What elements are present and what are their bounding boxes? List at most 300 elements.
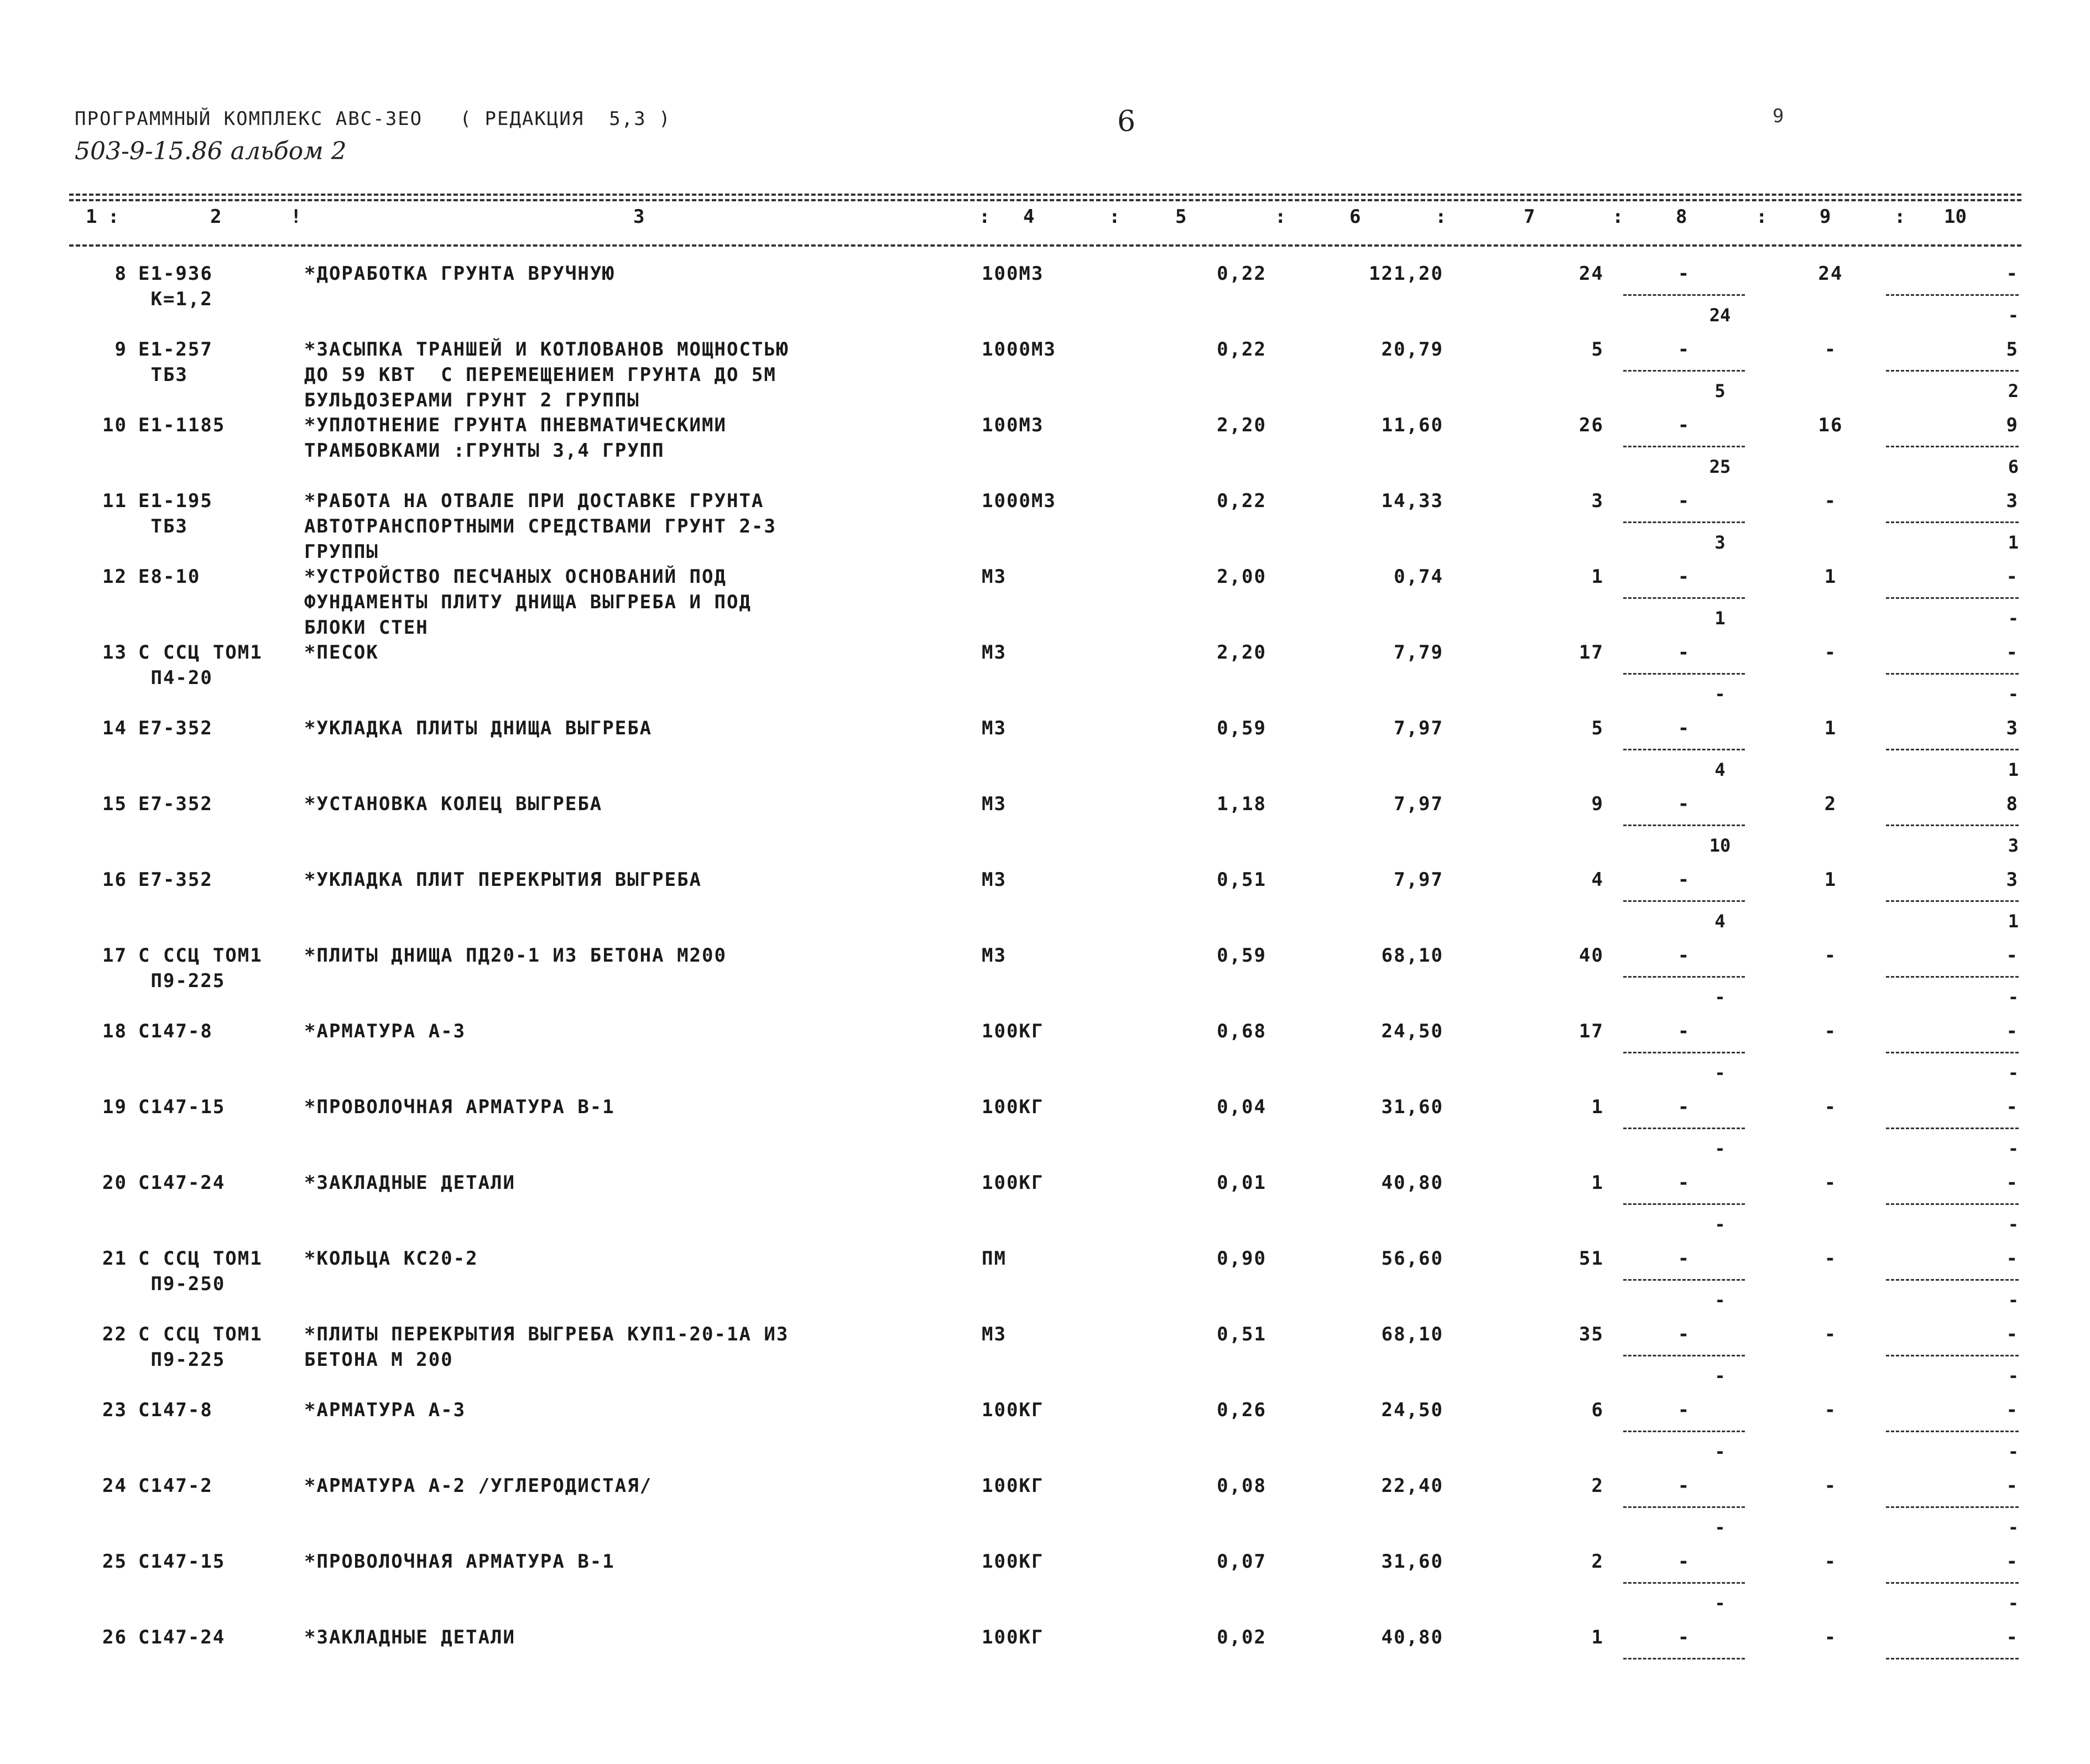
row-total: 1	[1591, 566, 1604, 588]
row-number: 19	[102, 1096, 127, 1118]
row-col9: 2	[1824, 793, 1837, 815]
row-unit: М3	[982, 641, 1007, 664]
col8-rule	[1623, 673, 1745, 675]
row-col8-sub: -	[1714, 1290, 1726, 1311]
row-code: С147-15	[138, 1096, 226, 1118]
row-unit-price: 56,60	[1381, 1248, 1443, 1270]
row-col8: -	[1677, 1172, 1691, 1194]
row-col10: -	[2006, 1020, 2019, 1042]
row-total: 26	[1579, 414, 1604, 436]
col8-rule	[1623, 446, 1745, 447]
row-total: 6	[1591, 1399, 1604, 1421]
row-col8: -	[1677, 944, 1691, 967]
row-number: 20	[102, 1172, 127, 1194]
col-header-6: 6	[1349, 206, 1361, 228]
row-quantity: 0,51	[1217, 1323, 1266, 1345]
row-quantity: 0,22	[1217, 338, 1266, 361]
row-unit-price: 14,33	[1381, 490, 1443, 512]
row-col10-sub: -	[2008, 1214, 2019, 1235]
table-row	[0, 1397, 2090, 1469]
row-col8-sub: -	[1714, 1593, 1726, 1614]
row-quantity: 0,07	[1217, 1551, 1266, 1573]
row-col8-sub: -	[1714, 683, 1726, 704]
row-quantity: 0,59	[1217, 944, 1266, 967]
col10-rule	[1886, 446, 2019, 447]
row-total: 51	[1579, 1248, 1604, 1270]
col-header-sep: :	[1109, 206, 1120, 228]
row-col9: -	[1824, 1172, 1837, 1194]
row-unit-price: 7,79	[1394, 641, 1443, 664]
row-description: *УСТРОЙСТВО ПЕСЧАНЫХ ОСНОВАНИЙ ПОД ФУНДАМЕНТЫ ПЛИТУ ДНИЩА ВЫГРЕБА И ПОД БЛОКИ СТЕН	[304, 566, 752, 639]
row-unit: 100КГ	[982, 1626, 1044, 1648]
row-col10: 3	[2006, 490, 2019, 512]
row-number: 12	[102, 566, 127, 588]
row-unit: 1000М3	[982, 490, 1056, 512]
row-col9: 16	[1818, 414, 1843, 436]
col8-rule	[1623, 1582, 1745, 1584]
row-col10: -	[2006, 1248, 2019, 1270]
table-row	[0, 413, 2090, 484]
row-unit-price: 40,80	[1381, 1626, 1443, 1648]
row-code: С147-24	[138, 1626, 226, 1648]
row-description: *ЗАКЛАДНЫЕ ДЕТАЛИ	[304, 1172, 515, 1194]
row-number: 18	[102, 1020, 127, 1042]
row-col10-sub: 3	[2008, 835, 2019, 856]
col10-rule	[1886, 1582, 2019, 1584]
table-row	[0, 791, 2090, 863]
row-col10-sub: -	[2008, 1290, 2019, 1311]
row-col8-sub: -	[1714, 1062, 1726, 1083]
row-quantity: 0,01	[1217, 1172, 1266, 1194]
col-header-5: 5	[1175, 206, 1187, 228]
col8-rule	[1623, 1431, 1745, 1432]
row-col9: -	[1824, 1248, 1837, 1270]
row-code: Е1-195 ТБЗ	[138, 490, 213, 537]
row-col10-sub: -	[2008, 1365, 2019, 1386]
row-col9: -	[1824, 944, 1837, 967]
col10-rule	[1886, 976, 2019, 978]
row-description: *ЗАСЫПКА ТРАНШЕЙ И КОТЛОВАНОВ МОЩНОСТЬЮ ДО 59 КВТ С ПЕРЕМЕЩЕНИЕМ ГРУНТА ДО 5М БУЛЬДОЗЕРАМИ ГРУНТ 2 ГРУППЫ	[304, 338, 789, 411]
row-unit: 100КГ	[982, 1096, 1044, 1118]
row-col10-sub: 1	[2008, 532, 2019, 553]
row-unit: М3	[982, 1323, 1007, 1345]
row-code: С ССЦ ТОМ1 П4-20	[138, 641, 263, 689]
row-description: *ПЛИТЫ ПЕРЕКРЫТИЯ ВЫГРЕБА КУП1-20-1А ИЗ БЕТОНА М 200	[304, 1323, 789, 1371]
row-unit: 1000М3	[982, 338, 1056, 361]
col-header-sep: :	[1275, 206, 1286, 228]
row-unit-price: 121,20	[1369, 263, 1443, 285]
row-description: *УСТАНОВКА КОЛЕЦ ВЫГРЕБА	[304, 793, 603, 815]
row-unit-price: 68,10	[1381, 944, 1443, 967]
row-number: 23	[102, 1399, 127, 1421]
row-col8-sub: 10	[1709, 835, 1731, 856]
row-col9: -	[1824, 1551, 1837, 1573]
row-col8: -	[1677, 263, 1691, 285]
row-unit-price: 31,60	[1381, 1096, 1443, 1118]
row-col8-sub: 3	[1714, 532, 1726, 553]
row-col10-sub: -	[2008, 1441, 2019, 1462]
col-header-10: 10	[1944, 206, 1967, 228]
col10-rule	[1886, 1203, 2019, 1205]
col8-rule	[1623, 1052, 1745, 1053]
row-total: 5	[1591, 338, 1604, 361]
row-quantity: 2,20	[1217, 414, 1266, 436]
col-header-sep: :	[108, 206, 119, 228]
row-col8: -	[1677, 869, 1691, 891]
row-quantity: 0,22	[1217, 490, 1266, 512]
table-row	[0, 640, 2090, 712]
row-col8-sub: -	[1714, 987, 1726, 1008]
row-col8-sub: -	[1714, 1214, 1726, 1235]
row-col9: -	[1824, 641, 1837, 664]
row-col10-sub: -	[2008, 1138, 2019, 1159]
row-quantity: 0,22	[1217, 263, 1266, 285]
row-col10: -	[2006, 1551, 2019, 1573]
row-unit-price: 24,50	[1381, 1020, 1443, 1042]
row-col8: -	[1677, 338, 1691, 361]
row-quantity: 2,20	[1217, 641, 1266, 664]
row-quantity: 0,04	[1217, 1096, 1266, 1118]
row-col8: -	[1677, 1399, 1691, 1421]
table-row	[0, 1625, 2090, 1697]
col10-rule	[1886, 1658, 2019, 1659]
row-col10: -	[2006, 1399, 2019, 1421]
col8-rule	[1623, 976, 1745, 978]
col8-rule	[1623, 824, 1745, 826]
row-code: Е1-936 К=1,2	[138, 263, 213, 310]
col10-rule	[1886, 1052, 2019, 1053]
row-code: С ССЦ ТОМ1 П9-225	[138, 944, 263, 992]
row-description: *ЗАКЛАДНЫЕ ДЕТАЛИ	[304, 1626, 515, 1648]
row-col8-sub: 4	[1714, 759, 1726, 780]
row-col10-sub: -	[2008, 1517, 2019, 1538]
row-number: 9	[114, 338, 127, 361]
row-col10: 3	[2006, 717, 2019, 739]
col8-rule	[1623, 1658, 1745, 1659]
col8-rule	[1623, 900, 1745, 902]
row-number: 17	[102, 944, 127, 967]
col-header-4: 4	[1023, 206, 1035, 228]
row-col10: -	[2006, 1096, 2019, 1118]
row-description: *УКЛАДКА ПЛИТ ПЕРЕКРЫТИЯ ВЫГРЕБА	[304, 869, 702, 891]
row-description: *РАБОТА НА ОТВАЛЕ ПРИ ДОСТАВКЕ ГРУНТА АВТОТРАНСПОРТНЫМИ СРЕДСТВАМИ ГРУНТ 2-3 ГРУППЫ	[304, 490, 776, 563]
row-col10: -	[2006, 1172, 2019, 1194]
row-col10: -	[2006, 1626, 2019, 1648]
table-row	[0, 1094, 2090, 1166]
row-col8-sub: 5	[1714, 380, 1726, 401]
table-header-rule	[69, 244, 2021, 247]
row-col8: -	[1677, 717, 1691, 739]
row-number: 14	[102, 717, 127, 739]
table-row	[0, 1170, 2090, 1242]
col10-rule	[1886, 1128, 2019, 1129]
row-description: *ПЛИТЫ ДНИЩА ПД20-1 ИЗ БЕТОНА М200	[304, 944, 727, 967]
row-total: 1	[1591, 1626, 1604, 1648]
row-unit: 100М3	[982, 263, 1044, 285]
row-unit-price: 31,60	[1381, 1551, 1443, 1573]
row-unit: 100М3	[982, 414, 1044, 436]
table-row	[0, 716, 2090, 787]
album-note: 503-9-15.86 альбом 2	[75, 137, 347, 165]
row-col8-sub: 1	[1714, 608, 1726, 629]
col8-rule	[1623, 1128, 1745, 1129]
row-unit-price: 7,97	[1394, 793, 1443, 815]
row-unit-price: 20,79	[1381, 338, 1443, 361]
row-col8: -	[1677, 1323, 1691, 1345]
row-col9: -	[1824, 1399, 1837, 1421]
table-row	[0, 1473, 2090, 1545]
col10-rule	[1886, 824, 2019, 826]
row-quantity: 0,02	[1217, 1626, 1266, 1648]
row-unit: М3	[982, 793, 1007, 815]
row-col10-sub: -	[2008, 1593, 2019, 1614]
row-total: 9	[1591, 793, 1604, 815]
row-code: С147-8	[138, 1399, 213, 1421]
page-number: 6	[1117, 105, 1136, 138]
row-quantity: 2,00	[1217, 566, 1266, 588]
row-unit: 100КГ	[982, 1475, 1044, 1497]
row-total: 2	[1591, 1475, 1604, 1497]
row-unit-price: 7,97	[1394, 717, 1443, 739]
row-col8-sub: 4	[1714, 911, 1726, 932]
row-col8-sub: -	[1714, 1138, 1726, 1159]
col10-rule	[1886, 294, 2019, 296]
program-title: ПРОГРАММНЫЙ КОМПЛЕКС АВС-ЗЕО ( РЕДАКЦИЯ 5,3 )	[75, 108, 671, 130]
row-col10-sub: 1	[2008, 759, 2019, 780]
row-code: С ССЦ ТОМ1 П9-250	[138, 1248, 263, 1295]
table-row	[0, 1549, 2090, 1621]
row-code: С147-15	[138, 1551, 226, 1573]
col-header-sep: :	[1435, 206, 1447, 228]
col-header-sep: !	[290, 206, 302, 228]
row-code: С147-24	[138, 1172, 226, 1194]
row-total: 4	[1591, 869, 1604, 891]
row-col10: 8	[2006, 793, 2019, 815]
row-col9: -	[1824, 490, 1837, 512]
col10-rule	[1886, 1506, 2019, 1508]
col8-rule	[1623, 521, 1745, 523]
row-col9: 1	[1824, 717, 1837, 739]
table-row	[0, 564, 2090, 639]
col-header-8: 8	[1676, 206, 1687, 228]
col-header-1: 1	[86, 206, 97, 228]
row-unit: ПМ	[982, 1248, 1007, 1270]
table-top-rule	[69, 194, 2021, 196]
row-col9: 1	[1824, 566, 1837, 588]
row-col10-sub: -	[2008, 608, 2019, 629]
row-col8-sub: -	[1714, 1441, 1726, 1462]
row-number: 22	[102, 1323, 127, 1345]
row-description: *ПРОВОЛОЧНАЯ АРМАТУРА В-1	[304, 1551, 615, 1573]
row-unit-price: 0,74	[1394, 566, 1443, 588]
row-col9: -	[1824, 1323, 1837, 1345]
row-col10-sub: -	[2008, 1062, 2019, 1083]
row-number: 25	[102, 1551, 127, 1573]
col10-rule	[1886, 673, 2019, 675]
row-col8: -	[1677, 414, 1691, 436]
row-col10-sub: 6	[2008, 456, 2019, 477]
row-code: Е1-257 ТБЗ	[138, 338, 213, 386]
row-code: Е7-352	[138, 717, 213, 739]
row-unit-price: 7,97	[1394, 869, 1443, 891]
row-col10-sub: 2	[2008, 380, 2019, 401]
row-number: 24	[102, 1475, 127, 1497]
row-description: *ДОРАБОТКА ГРУНТА ВРУЧНУЮ	[304, 263, 615, 285]
col10-rule	[1886, 749, 2019, 750]
row-total: 35	[1579, 1323, 1604, 1345]
row-col9: -	[1824, 1020, 1837, 1042]
row-unit: 100КГ	[982, 1399, 1044, 1421]
row-col10-sub: -	[2008, 683, 2019, 704]
col10-rule	[1886, 900, 2019, 902]
row-total: 17	[1579, 1020, 1604, 1042]
row-col9: 24	[1818, 263, 1843, 285]
col8-rule	[1623, 294, 1745, 296]
sheet-number: 9	[1773, 105, 1784, 127]
col10-rule	[1886, 370, 2019, 372]
row-col9: -	[1824, 1475, 1837, 1497]
row-unit: 100КГ	[982, 1172, 1044, 1194]
col8-rule	[1623, 1279, 1745, 1281]
row-description: *ПРОВОЛОЧНАЯ АРМАТУРА В-1	[304, 1096, 615, 1118]
row-unit: М3	[982, 566, 1007, 588]
row-col10: -	[2006, 263, 2019, 285]
row-description: *АРМАТУРА А-2 /УГЛЕРОДИСТАЯ/	[304, 1475, 653, 1497]
row-code: Е1-1185	[138, 414, 226, 436]
row-code: С147-8	[138, 1020, 213, 1042]
row-description: *АРМАТУРА А-3	[304, 1020, 466, 1042]
row-quantity: 0,68	[1217, 1020, 1266, 1042]
col-header-sep: :	[1894, 206, 1906, 228]
row-number: 11	[102, 490, 127, 512]
row-col10: -	[2006, 566, 2019, 588]
row-col8: -	[1677, 1475, 1691, 1497]
row-description: *ПЕСОК	[304, 641, 379, 664]
row-col8: -	[1677, 1096, 1691, 1118]
col-header-sep: :	[979, 206, 991, 228]
row-col8: -	[1677, 1551, 1691, 1573]
table-row	[0, 488, 2090, 563]
table-row	[0, 1322, 2090, 1394]
row-number: 21	[102, 1248, 127, 1270]
row-unit: 100КГ	[982, 1551, 1044, 1573]
row-col8-sub: 25	[1709, 456, 1731, 477]
row-col10: 5	[2006, 338, 2019, 361]
table-row	[0, 261, 2090, 333]
row-total: 24	[1579, 263, 1604, 285]
col10-rule	[1886, 1279, 2019, 1281]
table-row	[0, 943, 2090, 1015]
row-description: *УПЛОТНЕНИЕ ГРУНТА ПНЕВМАТИЧЕСКИМИ ТРАМБОВКАМИ :ГРУНТЫ 3,4 ГРУПП	[304, 414, 727, 462]
row-col8: -	[1677, 490, 1691, 512]
row-col10-sub: -	[2008, 987, 2019, 1008]
row-total: 1	[1591, 1172, 1604, 1194]
row-col10-sub: -	[2008, 305, 2019, 326]
row-quantity: 0,90	[1217, 1248, 1266, 1270]
row-code: С ССЦ ТОМ1 П9-225	[138, 1323, 263, 1371]
row-col9: -	[1824, 1626, 1837, 1648]
row-number: 10	[102, 414, 127, 436]
row-unit: М3	[982, 869, 1007, 891]
row-unit: 100КГ	[982, 1020, 1044, 1042]
row-total: 3	[1591, 490, 1604, 512]
col8-rule	[1623, 370, 1745, 372]
row-total: 1	[1591, 1096, 1604, 1118]
row-col8-sub: -	[1714, 1365, 1726, 1386]
row-total: 2	[1591, 1551, 1604, 1573]
col8-rule	[1623, 1506, 1745, 1508]
col8-rule	[1623, 749, 1745, 750]
row-col8-sub: 24	[1709, 305, 1731, 326]
row-col8-sub: -	[1714, 1517, 1726, 1538]
col10-rule	[1886, 1355, 2019, 1356]
row-total: 5	[1591, 717, 1604, 739]
row-unit-price: 11,60	[1381, 414, 1443, 436]
row-col8: -	[1677, 566, 1691, 588]
row-unit: М3	[982, 944, 1007, 967]
table-row	[0, 1019, 2090, 1090]
row-description: *УКЛАДКА ПЛИТЫ ДНИЩА ВЫГРЕБА	[304, 717, 653, 739]
row-number: 15	[102, 793, 127, 815]
row-code: С147-2	[138, 1475, 213, 1497]
row-unit: М3	[982, 717, 1007, 739]
row-col10: -	[2006, 944, 2019, 967]
row-code: Е7-352	[138, 793, 213, 815]
col10-rule	[1886, 597, 2019, 599]
row-unit-price: 40,80	[1381, 1172, 1443, 1194]
row-total: 40	[1579, 944, 1604, 967]
col-header-2: 2	[210, 206, 222, 228]
row-col8: -	[1677, 1020, 1691, 1042]
col-header-sep: :	[1612, 206, 1624, 228]
row-description: *КОЛЬЦА КС20-2	[304, 1248, 478, 1270]
row-quantity: 0,26	[1217, 1399, 1266, 1421]
row-col8: -	[1677, 1248, 1691, 1270]
row-col9: 1	[1824, 869, 1837, 891]
row-col10: -	[2006, 641, 2019, 664]
row-total: 17	[1579, 641, 1604, 664]
row-number: 13	[102, 641, 127, 664]
table-row	[0, 1246, 2090, 1318]
col8-rule	[1623, 597, 1745, 599]
row-quantity: 0,08	[1217, 1475, 1266, 1497]
row-quantity: 0,51	[1217, 869, 1266, 891]
row-code: Е8-10	[138, 566, 201, 588]
col8-rule	[1623, 1355, 1745, 1356]
row-unit-price: 22,40	[1381, 1475, 1443, 1497]
row-code: Е7-352	[138, 869, 213, 891]
col8-rule	[1623, 1203, 1745, 1205]
col-header-3: 3	[633, 206, 645, 228]
row-col8: -	[1677, 1626, 1691, 1648]
row-number: 8	[114, 263, 127, 285]
row-quantity: 1,18	[1217, 793, 1266, 815]
row-col8: -	[1677, 641, 1691, 664]
col10-rule	[1886, 521, 2019, 523]
row-col10-sub: 1	[2008, 911, 2019, 932]
col-header-sep: :	[1756, 206, 1768, 228]
row-col10: -	[2006, 1323, 2019, 1345]
row-col9: -	[1824, 338, 1837, 361]
row-unit-price: 68,10	[1381, 1323, 1443, 1345]
row-col9: -	[1824, 1096, 1837, 1118]
row-quantity: 0,59	[1217, 717, 1266, 739]
col10-rule	[1886, 1431, 2019, 1432]
row-description: *АРМАТУРА А-3	[304, 1399, 466, 1421]
column-header	[69, 206, 2021, 239]
table-row	[0, 337, 2090, 409]
row-col10: 9	[2006, 414, 2019, 436]
